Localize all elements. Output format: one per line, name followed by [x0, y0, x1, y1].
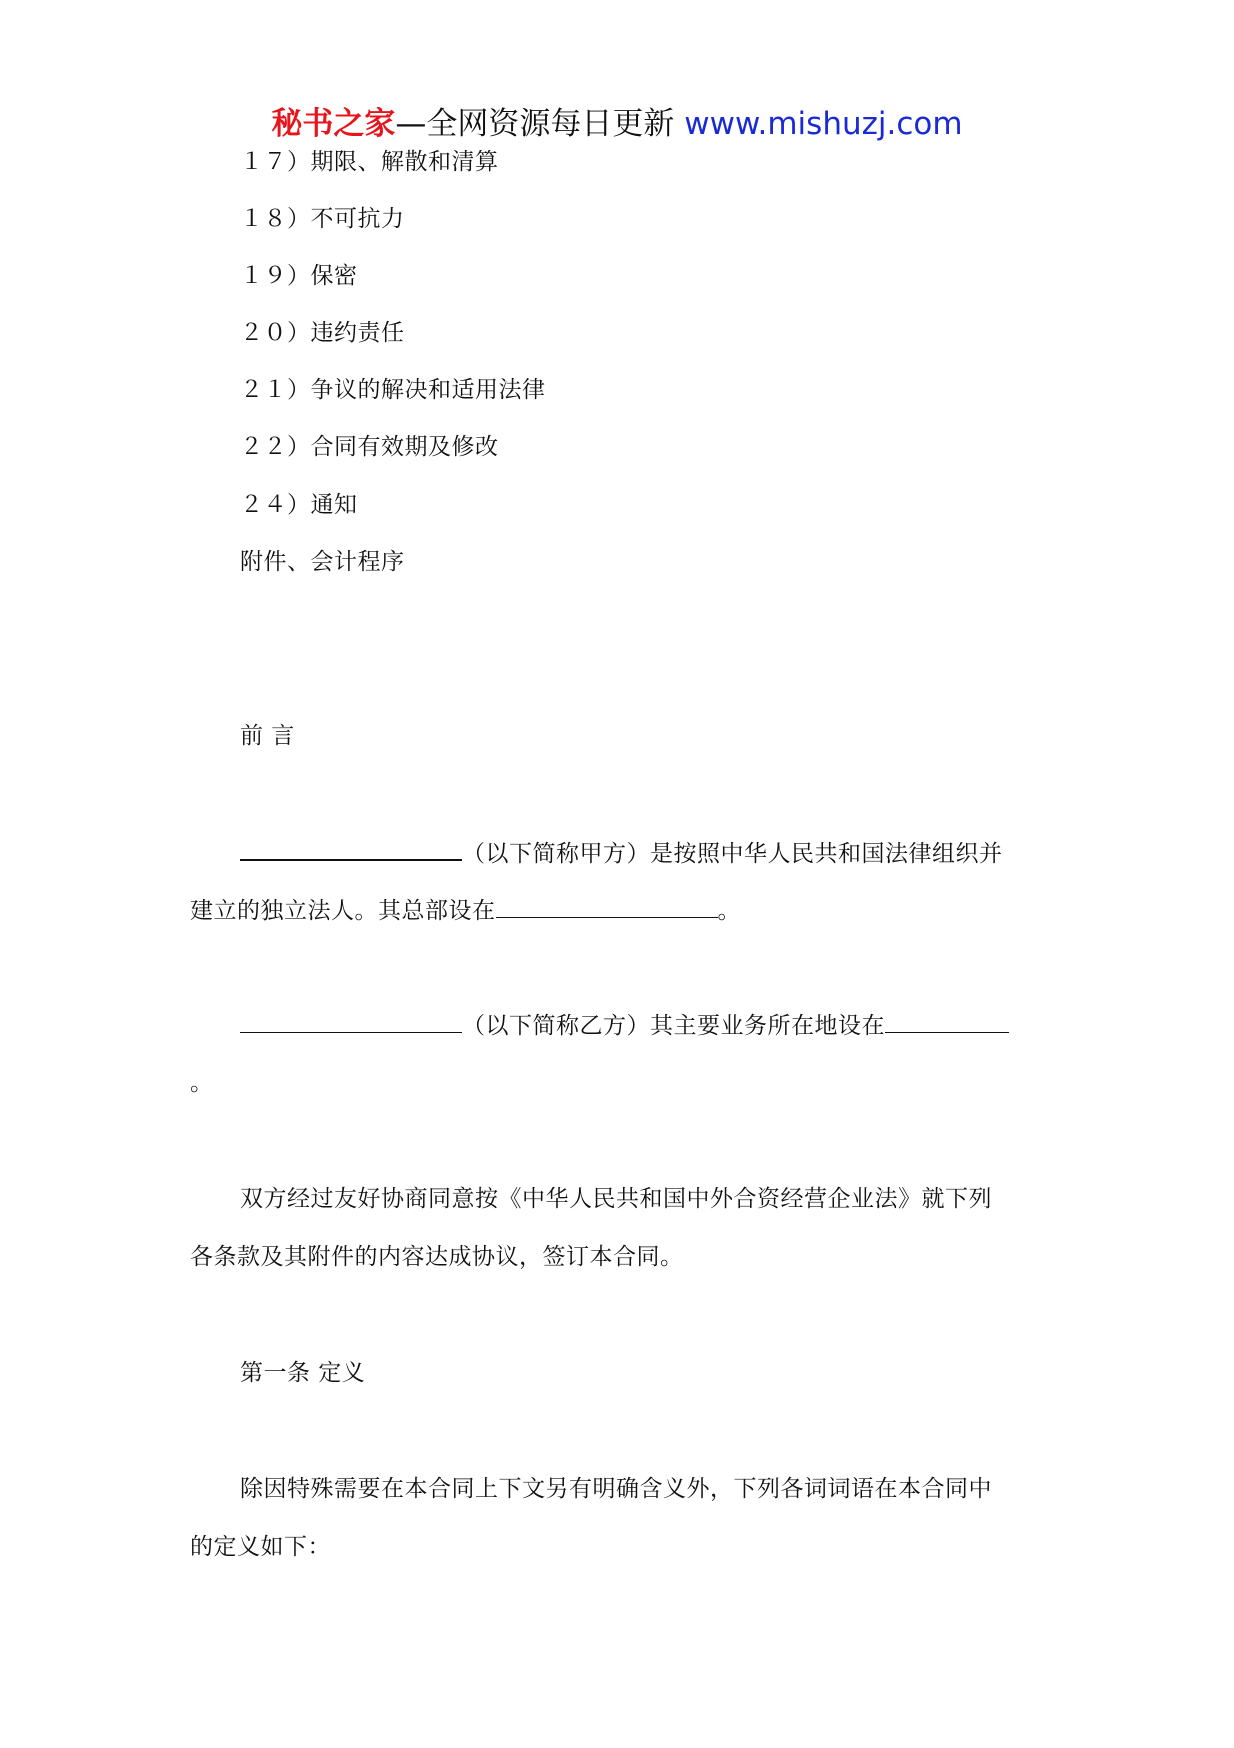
party-b-description: （以下简称乙方）其主要业务所在地设在	[462, 1013, 885, 1039]
party-a-period: 。	[717, 898, 741, 924]
agreement-line-1: 双方经过友好协商同意按《中华人民共和国中外合资经营企业法》就下列	[240, 1186, 992, 1212]
party-a-line-1	[240, 835, 1003, 871]
party-a-hq-label: 建立的独立法人。其总部设在	[190, 898, 496, 924]
party-b-line-1	[240, 1008, 1009, 1043]
toc-item-20: ２０）违约责任	[240, 320, 405, 346]
toc-item-21: ２１）争议的解决和适用法律	[240, 377, 546, 403]
preface-title: 前 言	[240, 723, 295, 749]
party-a-line-2	[190, 893, 741, 928]
brand-name: 秘书之家	[271, 106, 396, 142]
agreement-line-2: 各条款及其附件的内容达成协议，签订本合同。	[190, 1244, 684, 1270]
party-a-description: （以下简称甲方）是按照中华人民共和国法律组织并	[462, 841, 1003, 867]
brand-slogan: —全网资源每日更新	[395, 106, 675, 142]
party-a-name-blank[interactable]	[240, 835, 462, 861]
toc-item-appendix: 附件、会计程序	[240, 549, 405, 575]
watermark-header	[0, 100, 1234, 148]
party-b-location-blank[interactable]	[885, 1008, 1009, 1033]
party-a-hq-blank[interactable]	[496, 893, 718, 918]
party-b-name-blank[interactable]	[240, 1008, 462, 1033]
toc-item-24: ２４）通知	[240, 492, 358, 518]
brand-url-link[interactable]: www.mishuzj.com	[684, 106, 963, 142]
toc-item-19: １９）保密	[240, 263, 358, 289]
party-b-line-2: 。	[190, 1070, 214, 1096]
toc-item-17: １７）期限、解散和清算	[240, 149, 499, 175]
article-1-title: 第一条 定义	[240, 1360, 366, 1386]
toc-item-18: １８）不可抗力	[240, 206, 405, 232]
toc-item-22: ２２）合同有效期及修改	[240, 434, 499, 460]
definitions-line-1: 除因特殊需要在本合同上下文另有明确含义外，下列各词词语在本合同中	[240, 1476, 992, 1502]
definitions-line-2: 的定义如下：	[190, 1534, 331, 1560]
